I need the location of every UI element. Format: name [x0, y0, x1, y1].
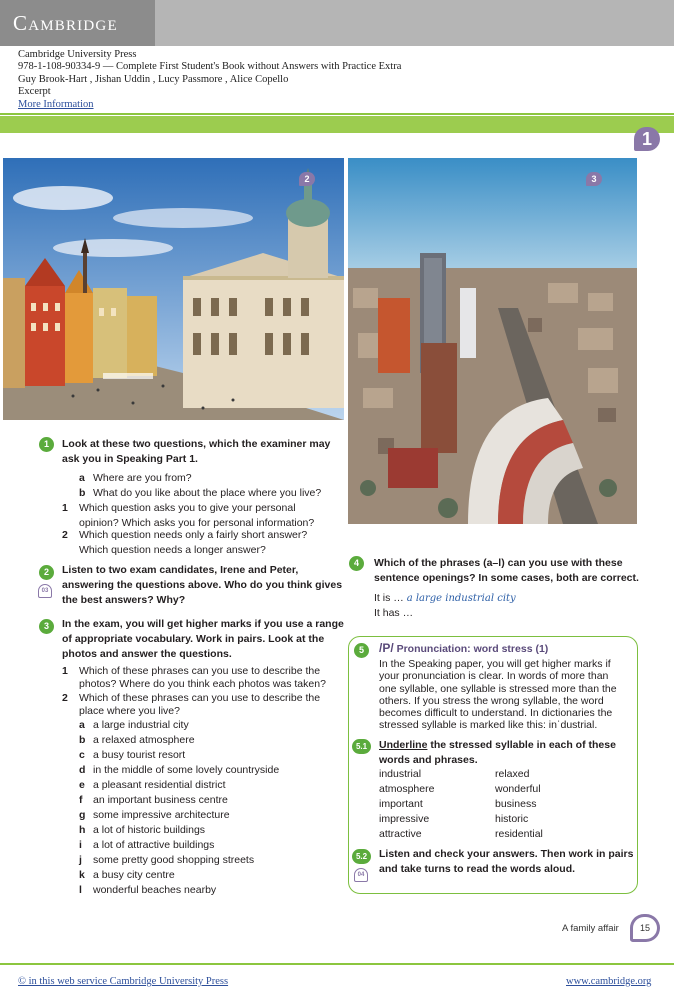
phrase-text: a pleasant residential district — [93, 779, 226, 791]
cambridge-site-link[interactable]: www.cambridge.org — [566, 976, 652, 987]
underline-word: Underline — [379, 739, 428, 751]
item-text: Which question needs only a fairly short answer? — [79, 529, 308, 541]
word-item: important — [379, 798, 423, 810]
phrase-text: some pretty good shopping streets — [93, 854, 255, 866]
phrase-text: a lot of historic buildings — [93, 824, 206, 836]
word-list-left — [379, 767, 434, 842]
item-key: a — [79, 472, 85, 484]
green-band — [0, 116, 674, 133]
pronunciation-body — [379, 658, 634, 732]
exercise-4-line-1: Which of the phrases (a–l) can you use with these — [374, 557, 623, 569]
exercise-5-2-badge: 5.2 — [352, 849, 371, 864]
handwritten-example: a large industrial city — [406, 593, 516, 604]
exercise-1-question-line-2: ask you in Speaking Part 1. — [62, 453, 198, 465]
photo-number-2: 2 — [299, 172, 315, 186]
exercise-5-1-line-1 — [379, 738, 616, 753]
book-metadata — [18, 49, 401, 111]
item-text: What do you like about the place where you live? — [93, 487, 322, 499]
word-item: business — [495, 798, 537, 810]
phrase-key: d — [79, 764, 86, 776]
word-item: historic — [495, 813, 529, 825]
headphones-icon[interactable]: 03 — [38, 584, 52, 598]
aerial-city-illustration — [348, 158, 637, 524]
photo-aerial-city — [348, 158, 637, 524]
headphones-icon[interactable]: 04 — [354, 868, 368, 882]
publisher: Cambridge University Press — [18, 49, 137, 60]
phrase-text: a busy tourist resort — [93, 749, 186, 761]
item-key: b — [79, 487, 86, 499]
pronunciation-symbol: /P/ — [379, 641, 394, 655]
photo-old-town-square — [3, 158, 344, 420]
copyright-link[interactable]: © in this web service Cambridge University Press — [18, 976, 229, 987]
exercise-4-badge: 4 — [349, 556, 364, 571]
word-item: residential — [495, 828, 543, 840]
footer-divider — [0, 963, 674, 965]
body-line: your pronunciation is clear. In words of more than — [379, 670, 609, 683]
body-line: stressed syllable is marked like this: inˈdustrial. — [379, 719, 598, 732]
phrase-text: a busy city centre — [93, 869, 175, 881]
exercise-5-2-line-2: and take turns to read the words aloud. — [379, 863, 576, 875]
word-item: atmosphere — [379, 783, 435, 795]
pronunciation-heading — [379, 641, 548, 657]
exercise-4-line-2: sentence openings? In some cases, both are correct. — [374, 572, 639, 584]
item-text: Which of these phrases can you use to describe the — [79, 665, 321, 677]
phrase-key: e — [79, 779, 85, 791]
phrase-key: f — [79, 794, 83, 806]
body-line: In the Speaking paper, you will get higher marks if — [379, 658, 611, 670]
item-text: opinion? Which asks you for personal information? — [79, 517, 315, 529]
exercise-5-1-badge: 5.1 — [352, 739, 371, 754]
isbn-title: 978-1-108-90334-9 — Complete First Student's Book without Answers with Practice Extra — [18, 61, 402, 73]
item-key: 2 — [62, 692, 68, 704]
excerpt-label: Excerpt — [18, 86, 51, 98]
phrase-key: h — [79, 824, 86, 836]
word-list-right — [495, 767, 543, 842]
word-item: wonderful — [495, 783, 541, 795]
body-line: becomes difficult to understand. In dictionaries the — [379, 707, 613, 720]
phrase-key: c — [79, 749, 85, 761]
exercise-1-question-line-1: Look at these two questions, which the examiner may — [62, 438, 331, 450]
exercise-3-line-2: of appropriate vocabulary. Work in pairs. Look at the — [62, 633, 325, 645]
phrase-key: g — [79, 809, 86, 821]
exercise-5-badge: 5 — [354, 643, 369, 658]
phrase-text: wonderful beaches nearby — [93, 884, 217, 896]
body-line: others. If you stress the wrong syllable, the word — [379, 694, 604, 707]
word-item: relaxed — [495, 768, 530, 780]
item-text: Which question asks you to give your personal — [79, 502, 296, 514]
item-key: 1 — [62, 502, 68, 514]
exercise-5-2-line-1: Listen and check your answers. Then work in pairs — [379, 848, 634, 860]
green-divider — [0, 113, 674, 115]
exercise-5-1-line-2: words and phrases. — [379, 754, 478, 766]
exercise-2-line-2: answering the questions above. Who do you think gives — [62, 579, 343, 591]
phrase-text: some impressive architecture — [93, 809, 230, 821]
word-item: attractive — [379, 828, 422, 840]
exercise-1-badge: 1 — [39, 437, 54, 452]
phrase-key: j — [79, 854, 82, 866]
item-text: place where you live? — [79, 705, 180, 717]
item-key: 2 — [62, 529, 68, 541]
phrase-key: b — [79, 734, 86, 746]
section-title: A family affair — [562, 923, 619, 934]
pronunciation-title: Pronunciation: word stress (1) — [396, 643, 549, 655]
phrase-text: a lot of attractive buildings — [93, 839, 215, 851]
exercise-2-badge: 2 — [39, 565, 54, 580]
item-text: Which question needs a longer answer? — [79, 544, 266, 556]
exercise-3-line-3: photos and answer the questions. — [62, 648, 232, 660]
phrase-key: a — [79, 719, 85, 731]
body-line: one syllable, one syllable is stressed more than the — [379, 682, 617, 695]
phrase-text: a relaxed atmosphere — [93, 734, 195, 746]
authors: Guy Brook-Hart , Jishan Uddin , Lucy Passmore , Alice Copello — [18, 73, 289, 85]
unit-number-badge: 1 — [634, 127, 660, 151]
item-text: Which of these phrases can you use to describe the — [79, 692, 321, 704]
instruction-text: the stressed syllable in each of these — [427, 739, 616, 751]
phrase-text: in the middle of some lovely countryside — [93, 764, 280, 776]
photo-number-3: 3 — [586, 172, 602, 186]
more-information-link[interactable]: More Information — [18, 98, 94, 110]
word-item: industrial — [379, 768, 422, 780]
cambridge-logo: Cambridge — [13, 11, 118, 35]
exercise-2-line-3: the best answers? Why? — [62, 594, 186, 606]
opening-text: It is … — [374, 592, 404, 604]
opening-it-has: It has … — [374, 607, 414, 619]
phrase-text: an important business centre — [93, 794, 228, 806]
opening-it-is — [374, 591, 516, 606]
item-text: photos? Where do you think each photos was taken? — [79, 678, 326, 690]
item-text: Where are you from? — [93, 472, 192, 484]
phrase-text: a large industrial city — [93, 719, 189, 731]
old-town-illustration — [3, 158, 344, 420]
phrase-key: l — [79, 884, 82, 896]
word-item: impressive — [379, 813, 430, 825]
page-number: 15 — [630, 914, 660, 942]
exercise-2-line-1: Listen to two exam candidates, Irene and Peter, — [62, 564, 299, 576]
exercise-3-badge: 3 — [39, 619, 54, 634]
exercise-3-line-1: In the exam, you will get higher marks if you use a range — [62, 618, 344, 630]
phrase-key: i — [79, 839, 82, 851]
phrase-key: k — [79, 869, 85, 881]
logo-box — [0, 0, 155, 46]
item-key: 1 — [62, 665, 68, 677]
